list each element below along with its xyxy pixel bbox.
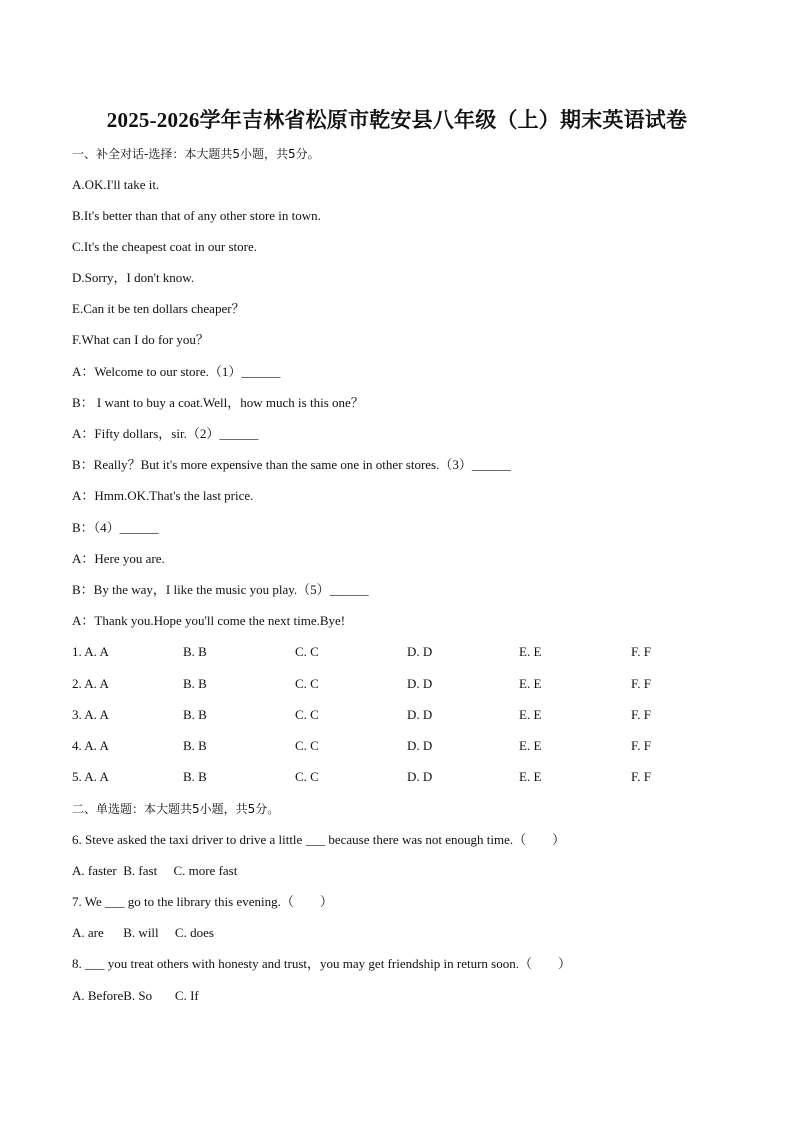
exam-title: 2025-2026学年吉林省松原市乾安县八年级（上）期末英语试卷 [106,108,688,132]
answer-choice[interactable]: 1. A. A [72,644,109,659]
option-a: A.OK.I'll take it. [72,177,160,192]
answer-choice[interactable]: E. E [519,769,542,784]
option-d: D.Sorry，I don't know. [72,270,195,285]
answer-choice[interactable]: 2. A. A [72,676,109,691]
option-e: E.Can it be ten dollars cheaper？ [72,301,245,316]
option-c: C.It's the cheapest coat in our store. [72,239,258,254]
dialogue-line-3: A：Fifty dollars，sir.（2）______ [72,426,259,441]
answer-choice[interactable]: C. C [295,769,319,784]
option-f: F.What can I do for you？ [72,332,209,347]
option-b: B.It's better than that of any other store in town. [72,208,321,223]
answer-choice[interactable]: B. B [183,769,207,784]
answer-choice[interactable]: B. B [183,676,207,691]
dialogue-line-8: B：By the way，I like the music you play.（5）______ [72,582,369,597]
answer-choice[interactable]: F. F [631,769,651,784]
question-8-text: 8. ___ you treat others with honesty and trust，you may get friendship in return soon.（ ） [72,956,571,971]
answer-row-3 [72,707,732,723]
answer-choice[interactable]: F. F [631,644,651,659]
answer-choice[interactable]: F. F [631,738,651,753]
question-8-choices[interactable]: A. BeforeB. So C. If [72,988,199,1003]
section-2-heading: 二、单选题：本大题共5小题，共5分。 [72,802,280,816]
dialogue-line-1: A：Welcome to our store.（1）______ [72,364,281,379]
answer-choice[interactable]: F. F [631,707,651,722]
answer-row-4 [72,738,732,754]
answer-choice[interactable]: B. B [183,707,207,722]
answer-choice[interactable]: E. E [519,676,542,691]
answer-choice[interactable]: 3. A. A [72,707,109,722]
dialogue-line-7: A：Here you are. [72,551,165,566]
dialogue-line-6: B：（4）______ [72,520,159,535]
answer-choice[interactable]: E. E [519,707,542,722]
dialogue-line-9: A：Thank you.Hope you'll come the next time.Bye! [72,613,346,628]
answer-choice[interactable]: E. E [519,644,542,659]
answer-choice[interactable]: E. E [519,738,542,753]
answer-choice[interactable]: F. F [631,676,651,691]
answer-choice[interactable]: C. C [295,707,319,722]
answer-choice[interactable]: 5. A. A [72,769,109,784]
question-7-choices[interactable]: A. are B. will C. does [72,925,214,940]
dialogue-line-2: B： I want to buy a coat.Well，how much is this one？ [72,395,364,410]
section-1-heading: 一、补全对话-选择：本大题共5小题，共5分。 [72,147,320,161]
answer-row-2 [72,676,732,692]
answer-choice[interactable]: C. C [295,738,319,753]
answer-choice[interactable]: D. D [407,769,433,784]
answer-row-1 [72,644,732,660]
dialogue-line-5: A：Hmm.OK.That's the last price. [72,488,254,503]
question-6-choices[interactable]: A. faster B. fast C. more fast [72,863,238,878]
answer-choice[interactable]: 4. A. A [72,738,109,753]
answer-choice[interactable]: C. C [295,644,319,659]
dialogue-line-4: B：Really？But it's more expensive than the same one in other stores.（3）______ [72,457,511,472]
answer-choice[interactable]: D. D [407,676,433,691]
answer-choice[interactable]: B. B [183,644,207,659]
answer-choice[interactable]: B. B [183,738,207,753]
answer-choice[interactable]: D. D [407,738,433,753]
answer-row-5 [72,769,732,785]
answer-choice[interactable]: C. C [295,676,319,691]
answer-choice[interactable]: D. D [407,707,433,722]
question-6-text: 6. Steve asked the taxi driver to drive a little ___ because there was not enough time.（ ） [72,832,566,847]
answer-choice[interactable]: D. D [407,644,433,659]
question-7-text: 7. We ___ go to the library this evening.（ ） [72,894,333,909]
